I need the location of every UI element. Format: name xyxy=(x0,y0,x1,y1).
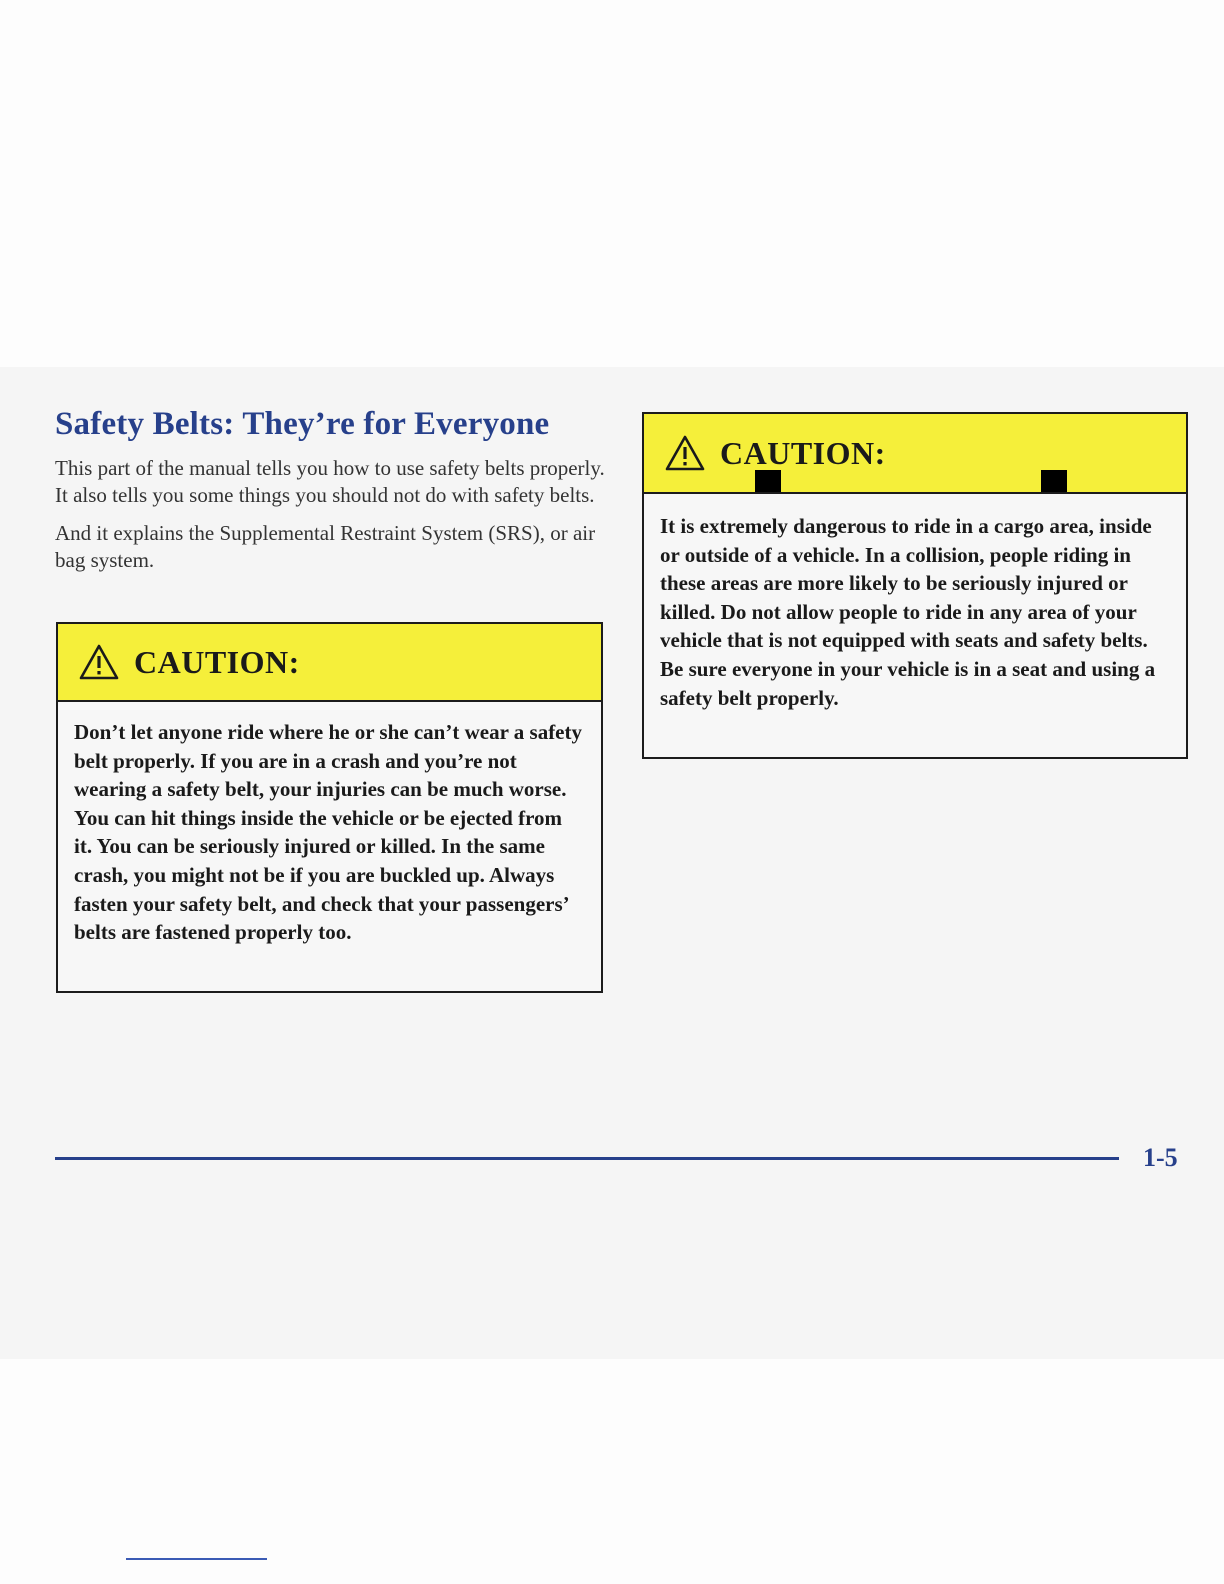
intro-text xyxy=(55,455,605,585)
caution-header xyxy=(644,414,1186,494)
caution-text: Don’t let anyone ride where he or she can’t wear a safety belt properly. If you are in a crash and you’re not wearing a safety belt, your injuries can be much worse. You can hit things inside the vehicle or be ejected from it. You can be seriously injured or killed. In the same crash, you might not be if you are buckled up. Always fasten your safety belt, and check that your passengers’ belts are fastened properly too. xyxy=(74,720,582,945)
page-number: 1-5 xyxy=(1143,1143,1178,1172)
warning-triangle-icon xyxy=(78,643,120,681)
footer-rule xyxy=(55,1157,1119,1160)
caution-label: CAUTION: xyxy=(720,434,886,471)
intro-paragraph: And it explains the Supplemental Restraint System (SRS), or air bag system. xyxy=(55,521,596,572)
bottom-underline xyxy=(126,1558,267,1560)
caution-text: It is extremely dangerous to ride in a cargo area, inside or outside of a vehicle. In a collision, people riding in these areas are more likely to be seriously injured or killed. Do not allow people to ride in any area of your vehicle that is not equipped with seats and safety belts. Be sure everyone in your vehicle is in a seat and using a safety belt properly. xyxy=(660,514,1156,710)
black-marker-square xyxy=(755,470,781,492)
caution-header xyxy=(58,624,601,702)
warning-triangle-icon xyxy=(664,434,706,472)
caution-box-seat-belt xyxy=(56,622,603,993)
black-marker-square xyxy=(1041,470,1067,492)
section-title: Safety Belts: They’re for Everyone xyxy=(55,406,550,442)
caution-label: CAUTION: xyxy=(134,643,300,680)
intro-paragraph: This part of the manual tells you how to use safety belts properly. It also tells you some things you should not do with safety belts. xyxy=(55,456,605,507)
caution-box-cargo-area xyxy=(642,412,1188,759)
